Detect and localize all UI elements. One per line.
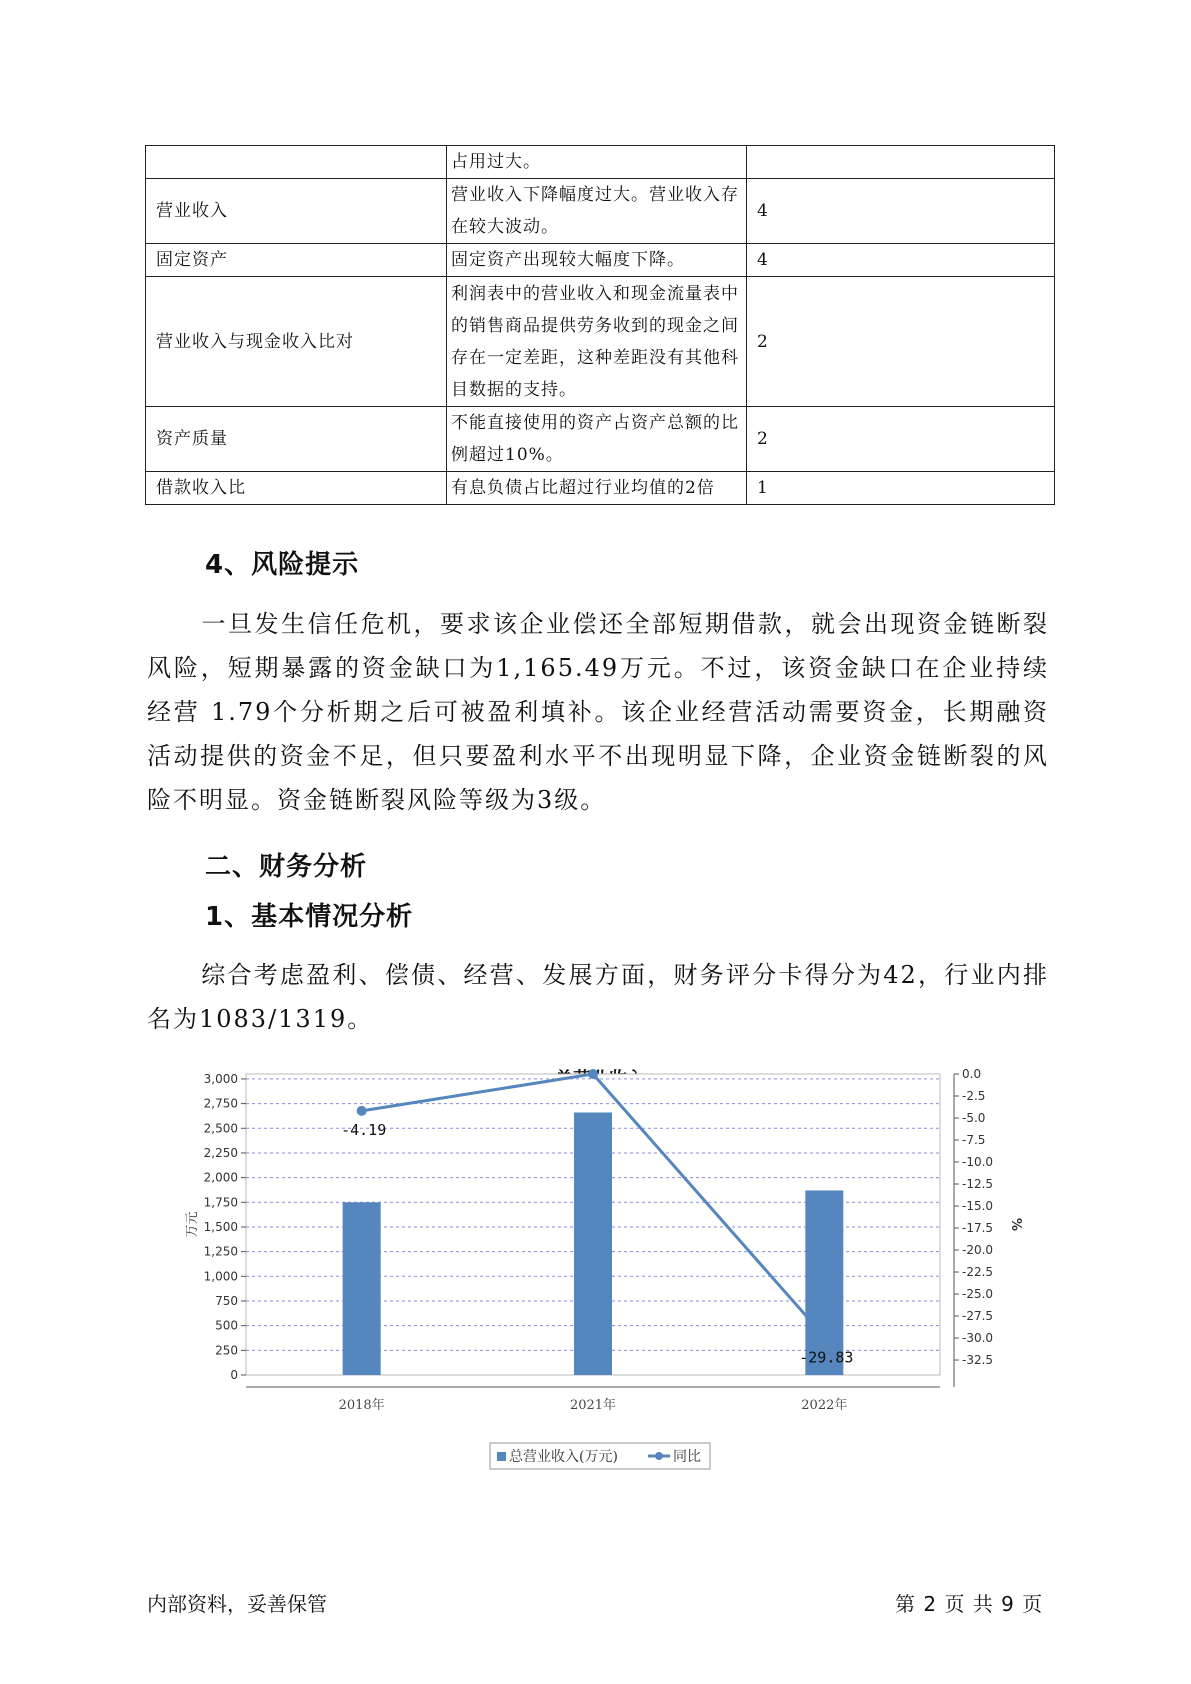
table-row — [146, 146, 1055, 179]
table-cell-desc: 不能直接使用的资产占资产总额的比例超过10%。 — [447, 407, 747, 472]
line-point — [357, 1106, 367, 1116]
y2-tick-label: -12.5 — [962, 1177, 994, 1192]
finance-paragraph — [147, 953, 1049, 1041]
y-tick-label: 2,500 — [203, 1121, 238, 1136]
finance-paragraph-text: 综合考虑盈利、偿债、经营、发展方面，财务评分卡得分为42，行业内排名为1083/1319。 — [147, 961, 1049, 1033]
revenue-chart — [180, 1060, 1023, 1540]
table-cell-desc: 有息负债占比超过行业均值的2倍 — [447, 472, 747, 505]
table-cell-item: 营业收入与现金收入比对 — [146, 277, 447, 407]
bar — [574, 1112, 612, 1375]
y2-tick-label: 0.0 — [962, 1067, 982, 1081]
table-cell-score: 2 — [747, 277, 1055, 407]
table-cell-item: 营业收入 — [146, 179, 447, 244]
table-cell-desc: 占用过大。 — [447, 146, 747, 179]
y-axis-label: 万元 — [185, 1211, 200, 1238]
table-cell-desc: 营业收入下降幅度过大。营业收入存在较大波动。 — [447, 179, 747, 244]
table-cell-score — [747, 146, 1055, 179]
footer-page-number: 第 2 页 共 9 页 — [895, 1592, 1044, 1616]
table-row — [146, 179, 1055, 244]
table-cell-score: 2 — [747, 407, 1055, 472]
table-cell-score: 4 — [747, 179, 1055, 244]
y2-tick-label: -10.0 — [962, 1155, 994, 1170]
y-tick-label: 1,250 — [203, 1244, 238, 1259]
table-cell-desc: 利润表中的营业收入和现金流量表中的销售商品提供劳务收到的现金之间存在一定差距，这种差距没有其他科目数据的支持。 — [447, 277, 747, 407]
line-point — [588, 1069, 598, 1079]
y2-tick-label: -2.5 — [962, 1089, 986, 1104]
y2-axis-label: % — [1008, 1217, 1023, 1232]
y-tick-label: 750 — [215, 1293, 238, 1308]
table-row — [146, 472, 1055, 505]
data-label: -4.19 — [341, 1120, 387, 1139]
data-label: -29.83 — [799, 1348, 854, 1367]
risk-score-table — [145, 145, 1055, 505]
y2-tick-label: -15.0 — [962, 1199, 994, 1214]
legend-line-label: 同比 — [673, 1449, 701, 1465]
line-point — [819, 1332, 829, 1342]
table-cell-item: 固定资产 — [146, 244, 447, 277]
y2-tick-label: -22.5 — [962, 1265, 994, 1280]
y-tick-label: 2,750 — [203, 1096, 238, 1111]
table-row — [146, 244, 1055, 277]
section-heading-risk: 4、风险提示 — [205, 550, 360, 580]
y2-tick-label: -5.0 — [962, 1111, 986, 1126]
bar — [343, 1202, 381, 1375]
y2-tick-label: -20.0 — [962, 1243, 994, 1258]
table-cell-score: 4 — [747, 244, 1055, 277]
y2-tick-label: -27.5 — [962, 1309, 994, 1324]
legend-bar-swatch — [497, 1452, 506, 1461]
table-cell-score: 1 — [747, 472, 1055, 505]
y-tick-label: 0 — [230, 1368, 238, 1382]
subheading-basic-analysis: 1、基本情况分析 — [205, 902, 414, 932]
y-tick-label: 3,000 — [203, 1071, 238, 1086]
bar — [805, 1190, 843, 1375]
y2-tick-label: -17.5 — [962, 1221, 994, 1236]
legend-bar-label: 总营业收入(万元) — [509, 1449, 618, 1465]
y-tick-label: 2,000 — [203, 1170, 238, 1185]
x-tick-label: 2022年 — [801, 1398, 848, 1413]
y2-tick-label: -7.5 — [962, 1133, 986, 1148]
y2-tick-label: -30.0 — [962, 1331, 994, 1346]
table-row — [146, 407, 1055, 472]
y-tick-label: 2,250 — [203, 1145, 238, 1160]
x-tick-label: 2018年 — [338, 1398, 385, 1413]
table-cell-item: 资产质量 — [146, 407, 447, 472]
table-cell-item — [146, 146, 447, 179]
risk-paragraph — [147, 602, 1049, 822]
y-tick-label: 1,000 — [203, 1269, 238, 1284]
table-row — [146, 277, 1055, 407]
table-cell-item: 借款收入比 — [146, 472, 447, 505]
y-tick-label: 250 — [215, 1343, 238, 1358]
legend-line-marker — [655, 1452, 663, 1460]
section-heading-finance: 二、财务分析 — [205, 852, 368, 882]
y-tick-label: 1,750 — [203, 1195, 238, 1210]
y-tick-label: 1,500 — [203, 1219, 238, 1234]
x-tick-label: 2021年 — [569, 1398, 617, 1413]
risk-paragraph-text: 一旦发生信任危机，要求该企业偿还全部短期借款，就会出现资金链断裂风险，短期暴露的资金缺口为1,165.49万元。不过，该资金缺口在企业持续经营 1.79个分析期之后可被盈利填补。该企业经营活动需要资金，长期融资活动提供的资金不足，但只要盈利水平不出现明显下降，企业资金链断裂的风险不明显。资金链断裂风险等级为3级。 — [147, 610, 1049, 814]
footer-confidential: 内部资料，妥善保管 — [147, 1592, 327, 1616]
table-cell-desc: 固定资产出现较大幅度下降。 — [447, 244, 747, 277]
y2-tick-label: -32.5 — [962, 1353, 994, 1368]
y2-tick-label: -25.0 — [962, 1287, 994, 1302]
y-tick-label: 500 — [215, 1318, 238, 1333]
